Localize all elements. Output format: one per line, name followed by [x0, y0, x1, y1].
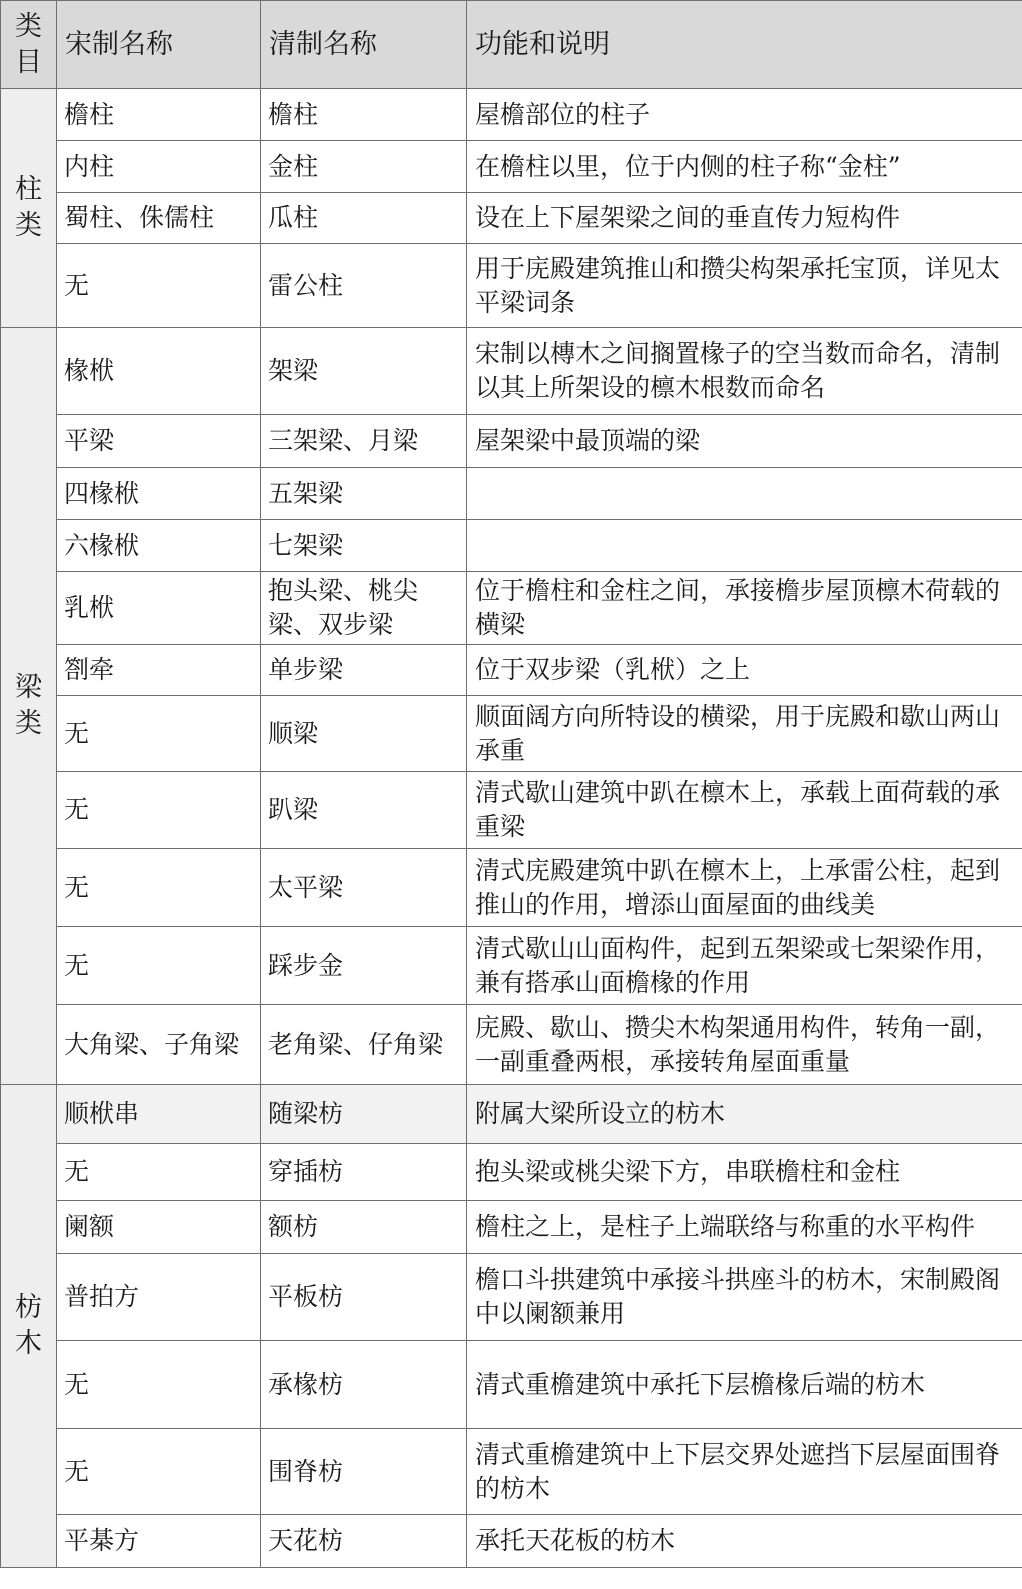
song-name-cell: 内柱: [57, 141, 261, 193]
qing-name-cell: 檐柱: [261, 89, 467, 141]
qing-name-cell: 三架梁、月梁: [261, 415, 467, 468]
table-row: [1, 927, 1022, 1005]
category-label: 梁类: [15, 672, 42, 739]
song-name-cell: 无: [57, 849, 261, 927]
table-row: [1, 1005, 1022, 1085]
qing-name-cell: 单步梁: [261, 645, 467, 696]
table-row: [1, 89, 1022, 141]
table-row: [1, 772, 1022, 849]
header-song-name: 宋制名称: [57, 1, 261, 89]
function-cell: [467, 468, 1022, 520]
song-name-cell: 无: [57, 696, 261, 772]
song-name-cell: 无: [57, 927, 261, 1005]
qing-name-cell: 天花枋: [261, 1515, 467, 1568]
qing-name-cell: 抱头梁、桃尖梁、双步梁: [261, 572, 467, 645]
function-cell: 檐口斗拱建筑中承接斗拱座斗的枋木，宋制殿阁中以阑额兼用: [467, 1254, 1022, 1341]
function-cell: 清式歇山山面构件，起到五架梁或七架梁作用，兼有搭承山面檐椽的作用: [467, 927, 1022, 1005]
qing-name-cell: 额枋: [261, 1201, 467, 1254]
function-cell: 檐柱之上，是柱子上端联络与称重的水平构件: [467, 1201, 1022, 1254]
qing-name-cell: 五架梁: [261, 468, 467, 520]
function-cell: 庑殿、歇山、攒尖木构架通用构件，转角一副，一副重叠两根，承接转角屋面重量: [467, 1005, 1022, 1085]
function-cell: 屋架梁中最顶端的梁: [467, 415, 1022, 468]
function-cell: 宋制以槫木之间搁置椽子的空当数而命名，清制以其上所架设的檩木根数而命名: [467, 328, 1022, 415]
table-row: [1, 415, 1022, 468]
song-name-cell: 无: [57, 1429, 261, 1515]
song-name-cell: 无: [57, 1341, 261, 1429]
qing-name-cell: 平板枋: [261, 1254, 467, 1341]
table-row: [1, 1515, 1022, 1568]
function-cell: 清式重檐建筑中承托下层檐椽后端的枋木: [467, 1341, 1022, 1429]
header-qing-name: 清制名称: [261, 1, 467, 89]
qing-name-cell: 金柱: [261, 141, 467, 193]
qing-name-cell: 趴梁: [261, 772, 467, 849]
song-name-cell: 乳栿: [57, 572, 261, 645]
song-name-cell: 平棊方: [57, 1515, 261, 1568]
function-cell: 在檐柱以里，位于内侧的柱子称“金柱”: [467, 141, 1022, 193]
function-cell: 承托天花板的枋木: [467, 1515, 1022, 1568]
table-row: [1, 645, 1022, 696]
table-row: [1, 1429, 1022, 1515]
song-name-cell: 阑额: [57, 1201, 261, 1254]
category-cell: [1, 1085, 57, 1568]
header-function: 功能和说明: [467, 1, 1022, 89]
function-cell: 附属大梁所设立的枋木: [467, 1085, 1022, 1144]
song-name-cell: 顺栿串: [57, 1085, 261, 1144]
qing-name-cell: 随梁枋: [261, 1085, 467, 1144]
table-row: [1, 696, 1022, 772]
song-name-cell: 六椽栿: [57, 520, 261, 572]
table-row: [1, 1201, 1022, 1254]
qing-name-cell: 七架梁: [261, 520, 467, 572]
function-cell: [467, 520, 1022, 572]
function-cell: 清式歇山建筑中趴在檩木上，承载上面荷载的承重梁: [467, 772, 1022, 849]
qing-name-cell: 雷公柱: [261, 244, 467, 328]
qing-name-cell: 穿插枋: [261, 1144, 467, 1201]
category-label: 柱类: [15, 174, 42, 241]
table-row: [1, 244, 1022, 328]
song-name-cell: 蜀柱、侏儒柱: [57, 193, 261, 244]
qing-name-cell: 承椽枋: [261, 1341, 467, 1429]
qing-name-cell: 顺梁: [261, 696, 467, 772]
table-row: [1, 849, 1022, 927]
song-name-cell: 无: [57, 244, 261, 328]
category-cell: [1, 89, 57, 328]
table-row: [1, 141, 1022, 193]
qing-name-cell: 太平梁: [261, 849, 467, 927]
song-name-cell: 无: [57, 772, 261, 849]
song-name-cell: 普拍方: [57, 1254, 261, 1341]
qing-name-cell: 围脊枋: [261, 1429, 467, 1515]
song-name-cell: 劄牵: [57, 645, 261, 696]
function-cell: 顺面阔方向所特设的横梁，用于庑殿和歇山两山承重: [467, 696, 1022, 772]
table-row: [1, 1144, 1022, 1201]
song-name-cell: 大角梁、子角梁: [57, 1005, 261, 1085]
function-cell: 位于双步梁（乳栿）之上: [467, 645, 1022, 696]
qing-name-cell: 瓜柱: [261, 193, 467, 244]
category-label: 枋木: [15, 1292, 42, 1359]
song-name-cell: 无: [57, 1144, 261, 1201]
table-row: [1, 193, 1022, 244]
song-name-cell: 平梁: [57, 415, 261, 468]
category-cell: [1, 328, 57, 1085]
function-cell: 用于庑殿建筑推山和攒尖构架承托宝顶，详见太平梁词条: [467, 244, 1022, 328]
function-cell: 抱头梁或桃尖梁下方，串联檐柱和金柱: [467, 1144, 1022, 1201]
qing-name-cell: 踩步金: [261, 927, 467, 1005]
table-header-row: [1, 1, 1022, 89]
song-name-cell: 椽栿: [57, 328, 261, 415]
qing-name-cell: 老角梁、仔角梁: [261, 1005, 467, 1085]
function-cell: 清式重檐建筑中上下层交界处遮挡下层屋面围脊的枋木: [467, 1429, 1022, 1515]
table-row: [1, 520, 1022, 572]
song-name-cell: 四椽栿: [57, 468, 261, 520]
table-row: [1, 1085, 1022, 1144]
function-cell: 位于檐柱和金柱之间，承接檐步屋顶檩木荷载的横梁: [467, 572, 1022, 645]
function-cell: 屋檐部位的柱子: [467, 89, 1022, 141]
table-row: [1, 328, 1022, 415]
function-cell: 设在上下屋架梁之间的垂直传力短构件: [467, 193, 1022, 244]
song-name-cell: 檐柱: [57, 89, 261, 141]
qing-name-cell: 架梁: [261, 328, 467, 415]
table-row: [1, 1341, 1022, 1429]
function-cell: 清式庑殿建筑中趴在檩木上，上承雷公柱，起到推山的作用，增添山面屋面的曲线美: [467, 849, 1022, 927]
table-row: [1, 572, 1022, 645]
table-row: [1, 1254, 1022, 1341]
header-category: 类目: [1, 1, 57, 89]
table-row: [1, 468, 1022, 520]
